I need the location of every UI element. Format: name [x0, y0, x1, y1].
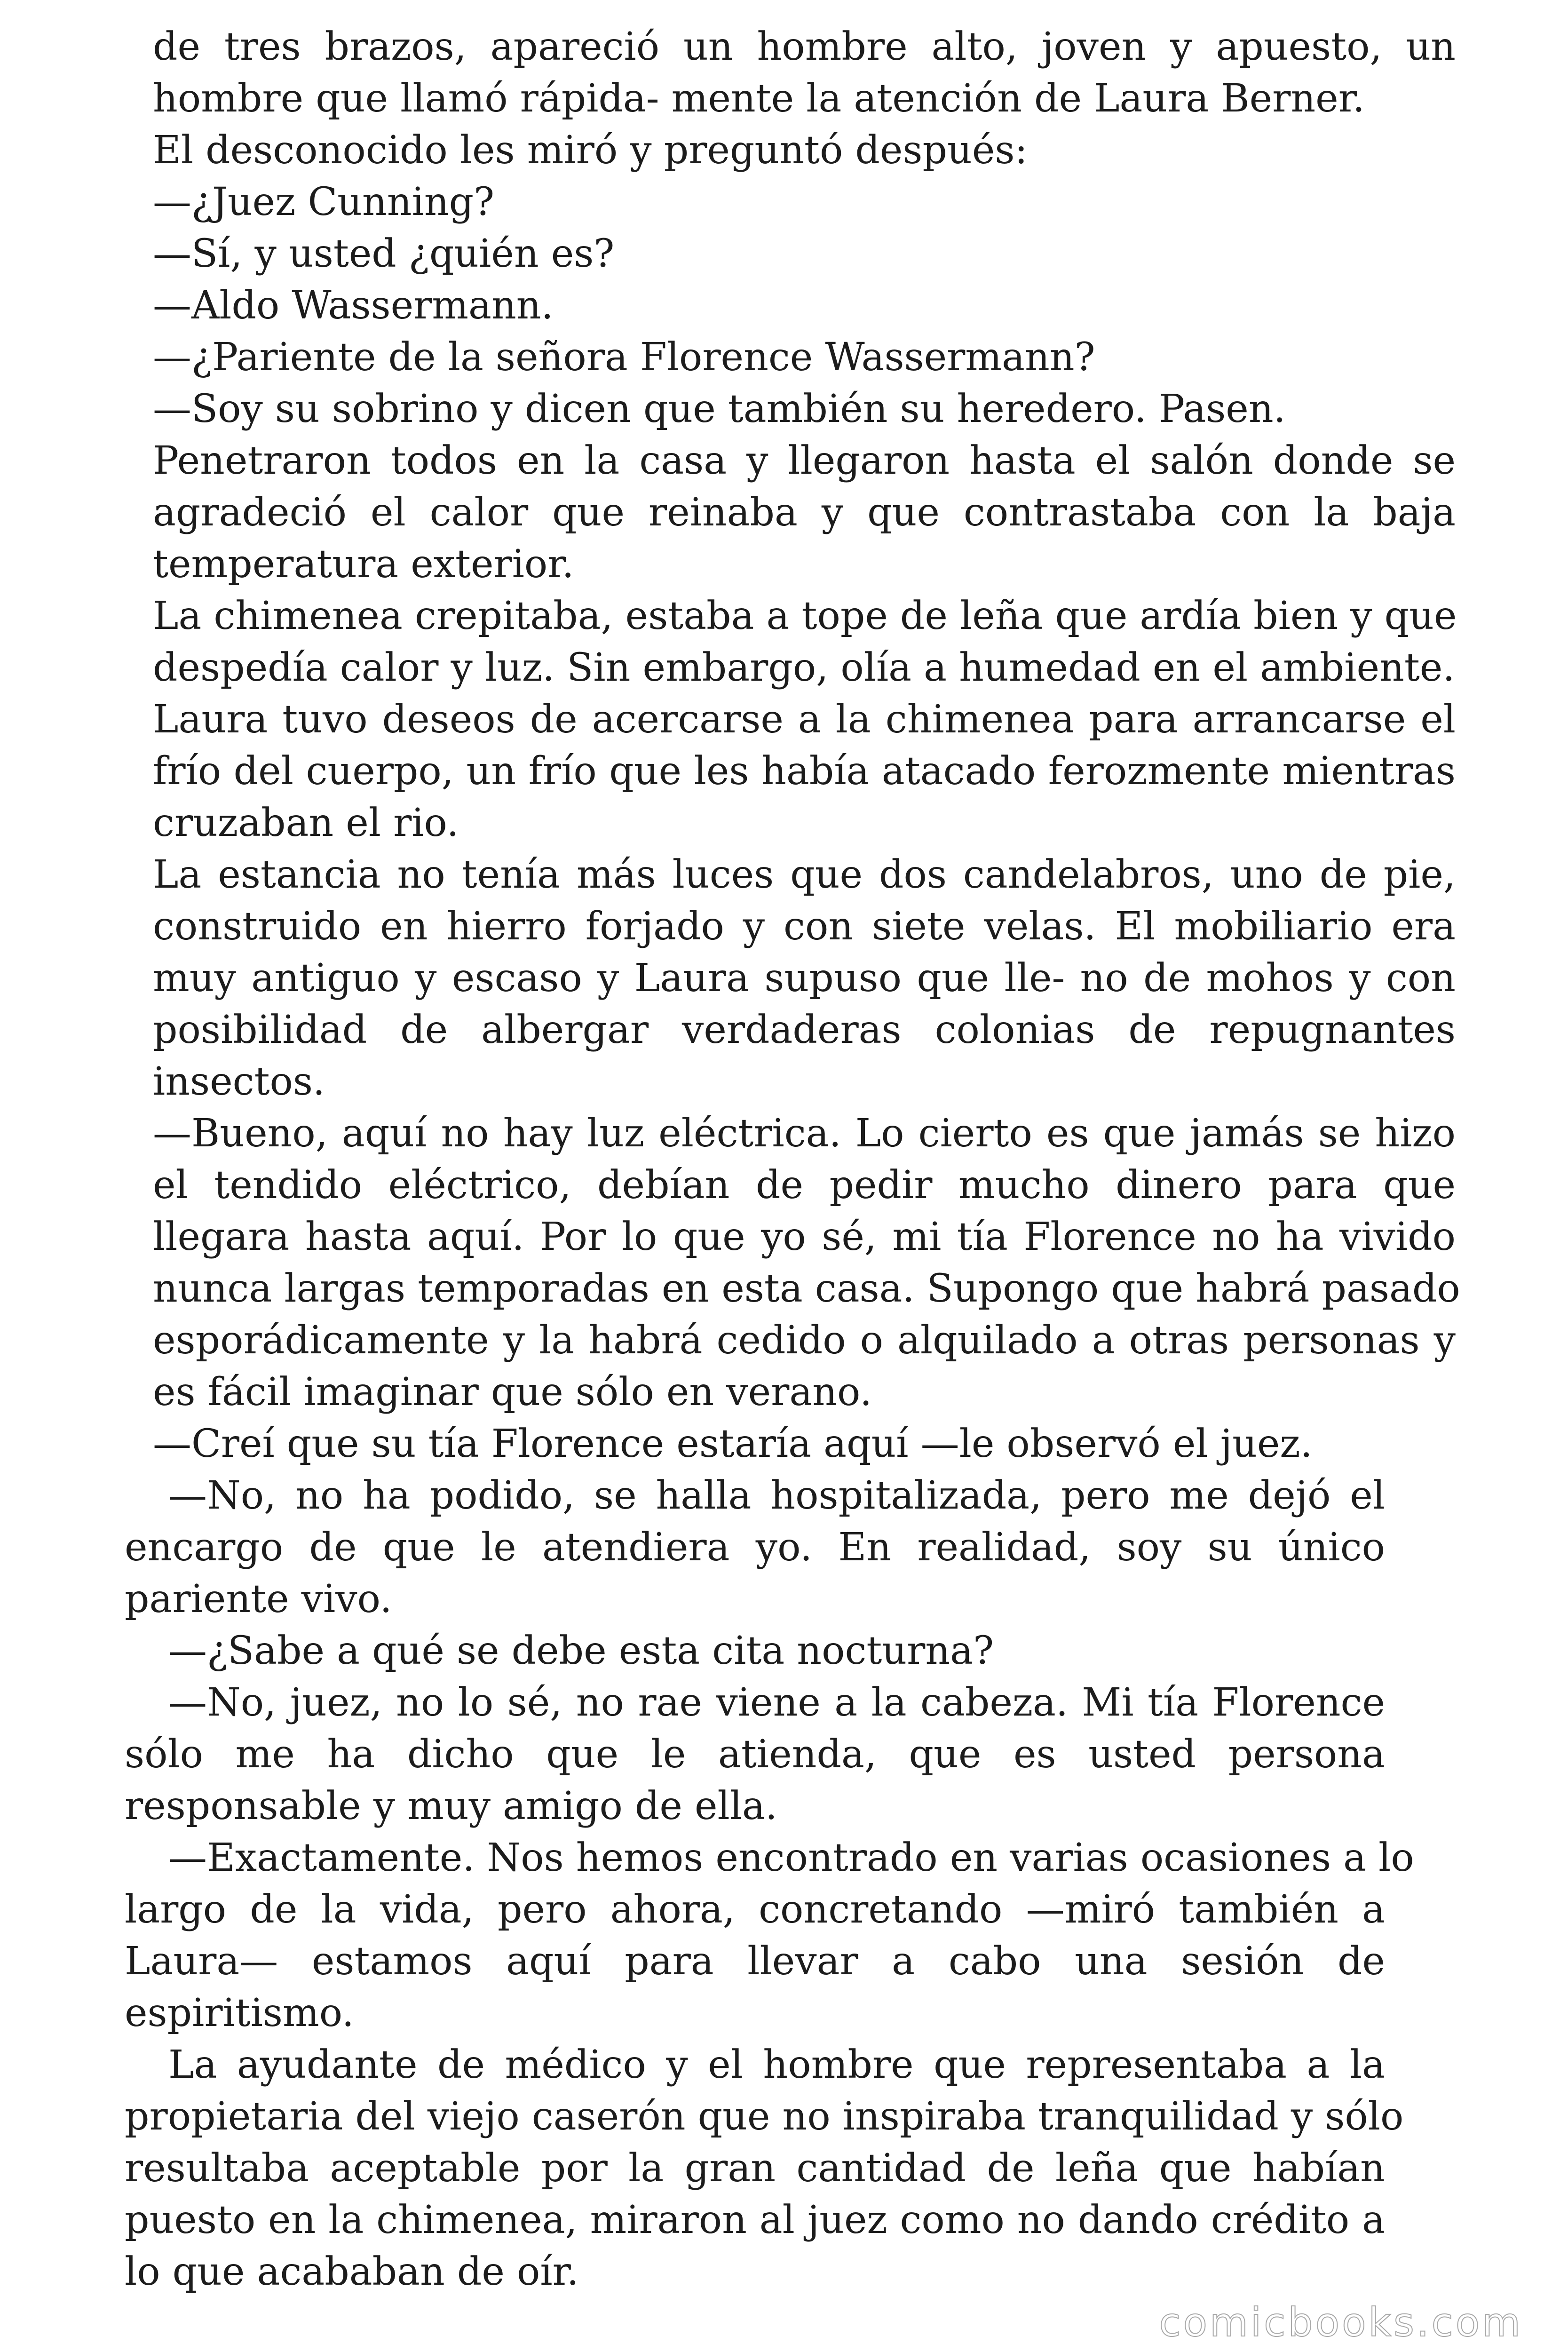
- text-line: de tres brazos, apareció un hombre alto, joven y apuesto, un: [153, 24, 1456, 69]
- text-line: lo que acababan de oír.: [125, 2249, 579, 2294]
- text-line: espiritismo.: [125, 1991, 354, 2035]
- text-line: —Bueno, aquí no hay luz eléctrica. Lo cierto es que jamás se hizo: [153, 1111, 1456, 1156]
- text-line: —¿Pariente de la señora Florence Wassermann?: [153, 335, 1095, 380]
- text-line: muy antiguo y escaso y Laura supuso que lle- no de mohos y con: [153, 956, 1456, 1001]
- text-line: —Exactamente. Nos hemos encontrado en varias ocasiones a lo: [168, 1836, 1414, 1880]
- text-line: La estancia no tenía más luces que dos candelabros, uno de pie,: [153, 852, 1456, 897]
- text-line: La chimenea crepitaba, estaba a tope de leña que ardía bien y que: [153, 594, 1457, 638]
- text-line: frío del cuerpo, un frío que les había atacado ferozmente mientras: [153, 749, 1456, 794]
- text-line: construido en hierro forjado y con siete velas. El mobiliario era: [153, 904, 1456, 949]
- text-line: propietaria del viejo caserón que no inspiraba tranquilidad y sólo: [125, 2094, 1404, 2139]
- text-line: Penetraron todos en la casa y llegaron hasta el salón donde se: [153, 438, 1456, 483]
- text-line: encargo de que le atendiera yo. En realidad, soy su único: [125, 1525, 1385, 1570]
- watermark: comicbooks.com: [1159, 2299, 1523, 2345]
- text-line: —No, no ha podido, se halla hospitalizada, pero me dejó el: [168, 1473, 1385, 1518]
- text-line: resultaba aceptable por la gran cantidad de leña que habían: [125, 2146, 1385, 2191]
- text-line: hombre que llamó rápida- mente la atención de Laura Berner.: [153, 76, 1365, 121]
- text-line: pariente vivo.: [125, 1577, 392, 1621]
- text-line: —Soy su sobrino y dicen que también su heredero. Pasen.: [153, 387, 1286, 431]
- text-line: llegara hasta aquí. Por lo que yo sé, mi tía Florence no ha vivido: [153, 1215, 1456, 1259]
- text-line: largo de la vida, pero ahora, concretando —miró también a: [125, 1887, 1385, 1932]
- text-line: El desconocido les miró y preguntó después:: [153, 128, 1028, 173]
- text-line: Laura— estamos aquí para llevar a cabo una sesión de: [125, 1939, 1385, 1984]
- text-line: —Creí que su tía Florence estaría aquí —le observó el juez.: [153, 1422, 1313, 1466]
- text-line: —Aldo Wassermann.: [153, 283, 554, 328]
- text-line: puesto en la chimenea, miraron al juez como no dando crédito a: [125, 2198, 1385, 2242]
- text-line: posibilidad de albergar verdaderas colonias de repugnantes: [153, 1008, 1456, 1052]
- text-line: La ayudante de médico y el hombre que representaba a la: [168, 2042, 1385, 2087]
- text-line: responsable y muy amigo de ella.: [125, 1784, 777, 1828]
- text-line: sólo me ha dicho que le atienda, que es usted persona: [125, 1732, 1385, 1777]
- text-line: temperatura exterior.: [153, 542, 574, 587]
- text-line: el tendido eléctrico, debían de pedir mucho dinero para que: [153, 1163, 1456, 1208]
- text-line: esporádicamente y la habrá cedido o alquilado a otras personas y: [153, 1318, 1456, 1363]
- text-line: —Sí, y usted ¿quién es?: [153, 231, 615, 276]
- text-line: Laura tuvo deseos de acercarse a la chimenea para arrancarse el: [153, 697, 1456, 742]
- text-line: —¿Juez Cunning?: [153, 180, 495, 224]
- text-line: es fácil imaginar que sólo en verano.: [153, 1370, 872, 1414]
- text-line: nunca largas temporadas en esta casa. Supongo que habrá pasado: [153, 1266, 1460, 1311]
- text-line: insectos.: [153, 1059, 325, 1104]
- text-line: cruzaban el rio.: [153, 801, 459, 845]
- text-line: agradeció el calor que reinaba y que contrastaba con la baja: [153, 490, 1456, 535]
- text-line: despedía calor y luz. Sin embargo, olía a humedad en el ambiente.: [153, 645, 1455, 690]
- text-line: —¿Sabe a qué se debe esta cita nocturna?: [168, 1629, 994, 1673]
- text-line: —No, juez, no lo sé, no rae viene a la cabeza. Mi tía Florence: [168, 1680, 1385, 1725]
